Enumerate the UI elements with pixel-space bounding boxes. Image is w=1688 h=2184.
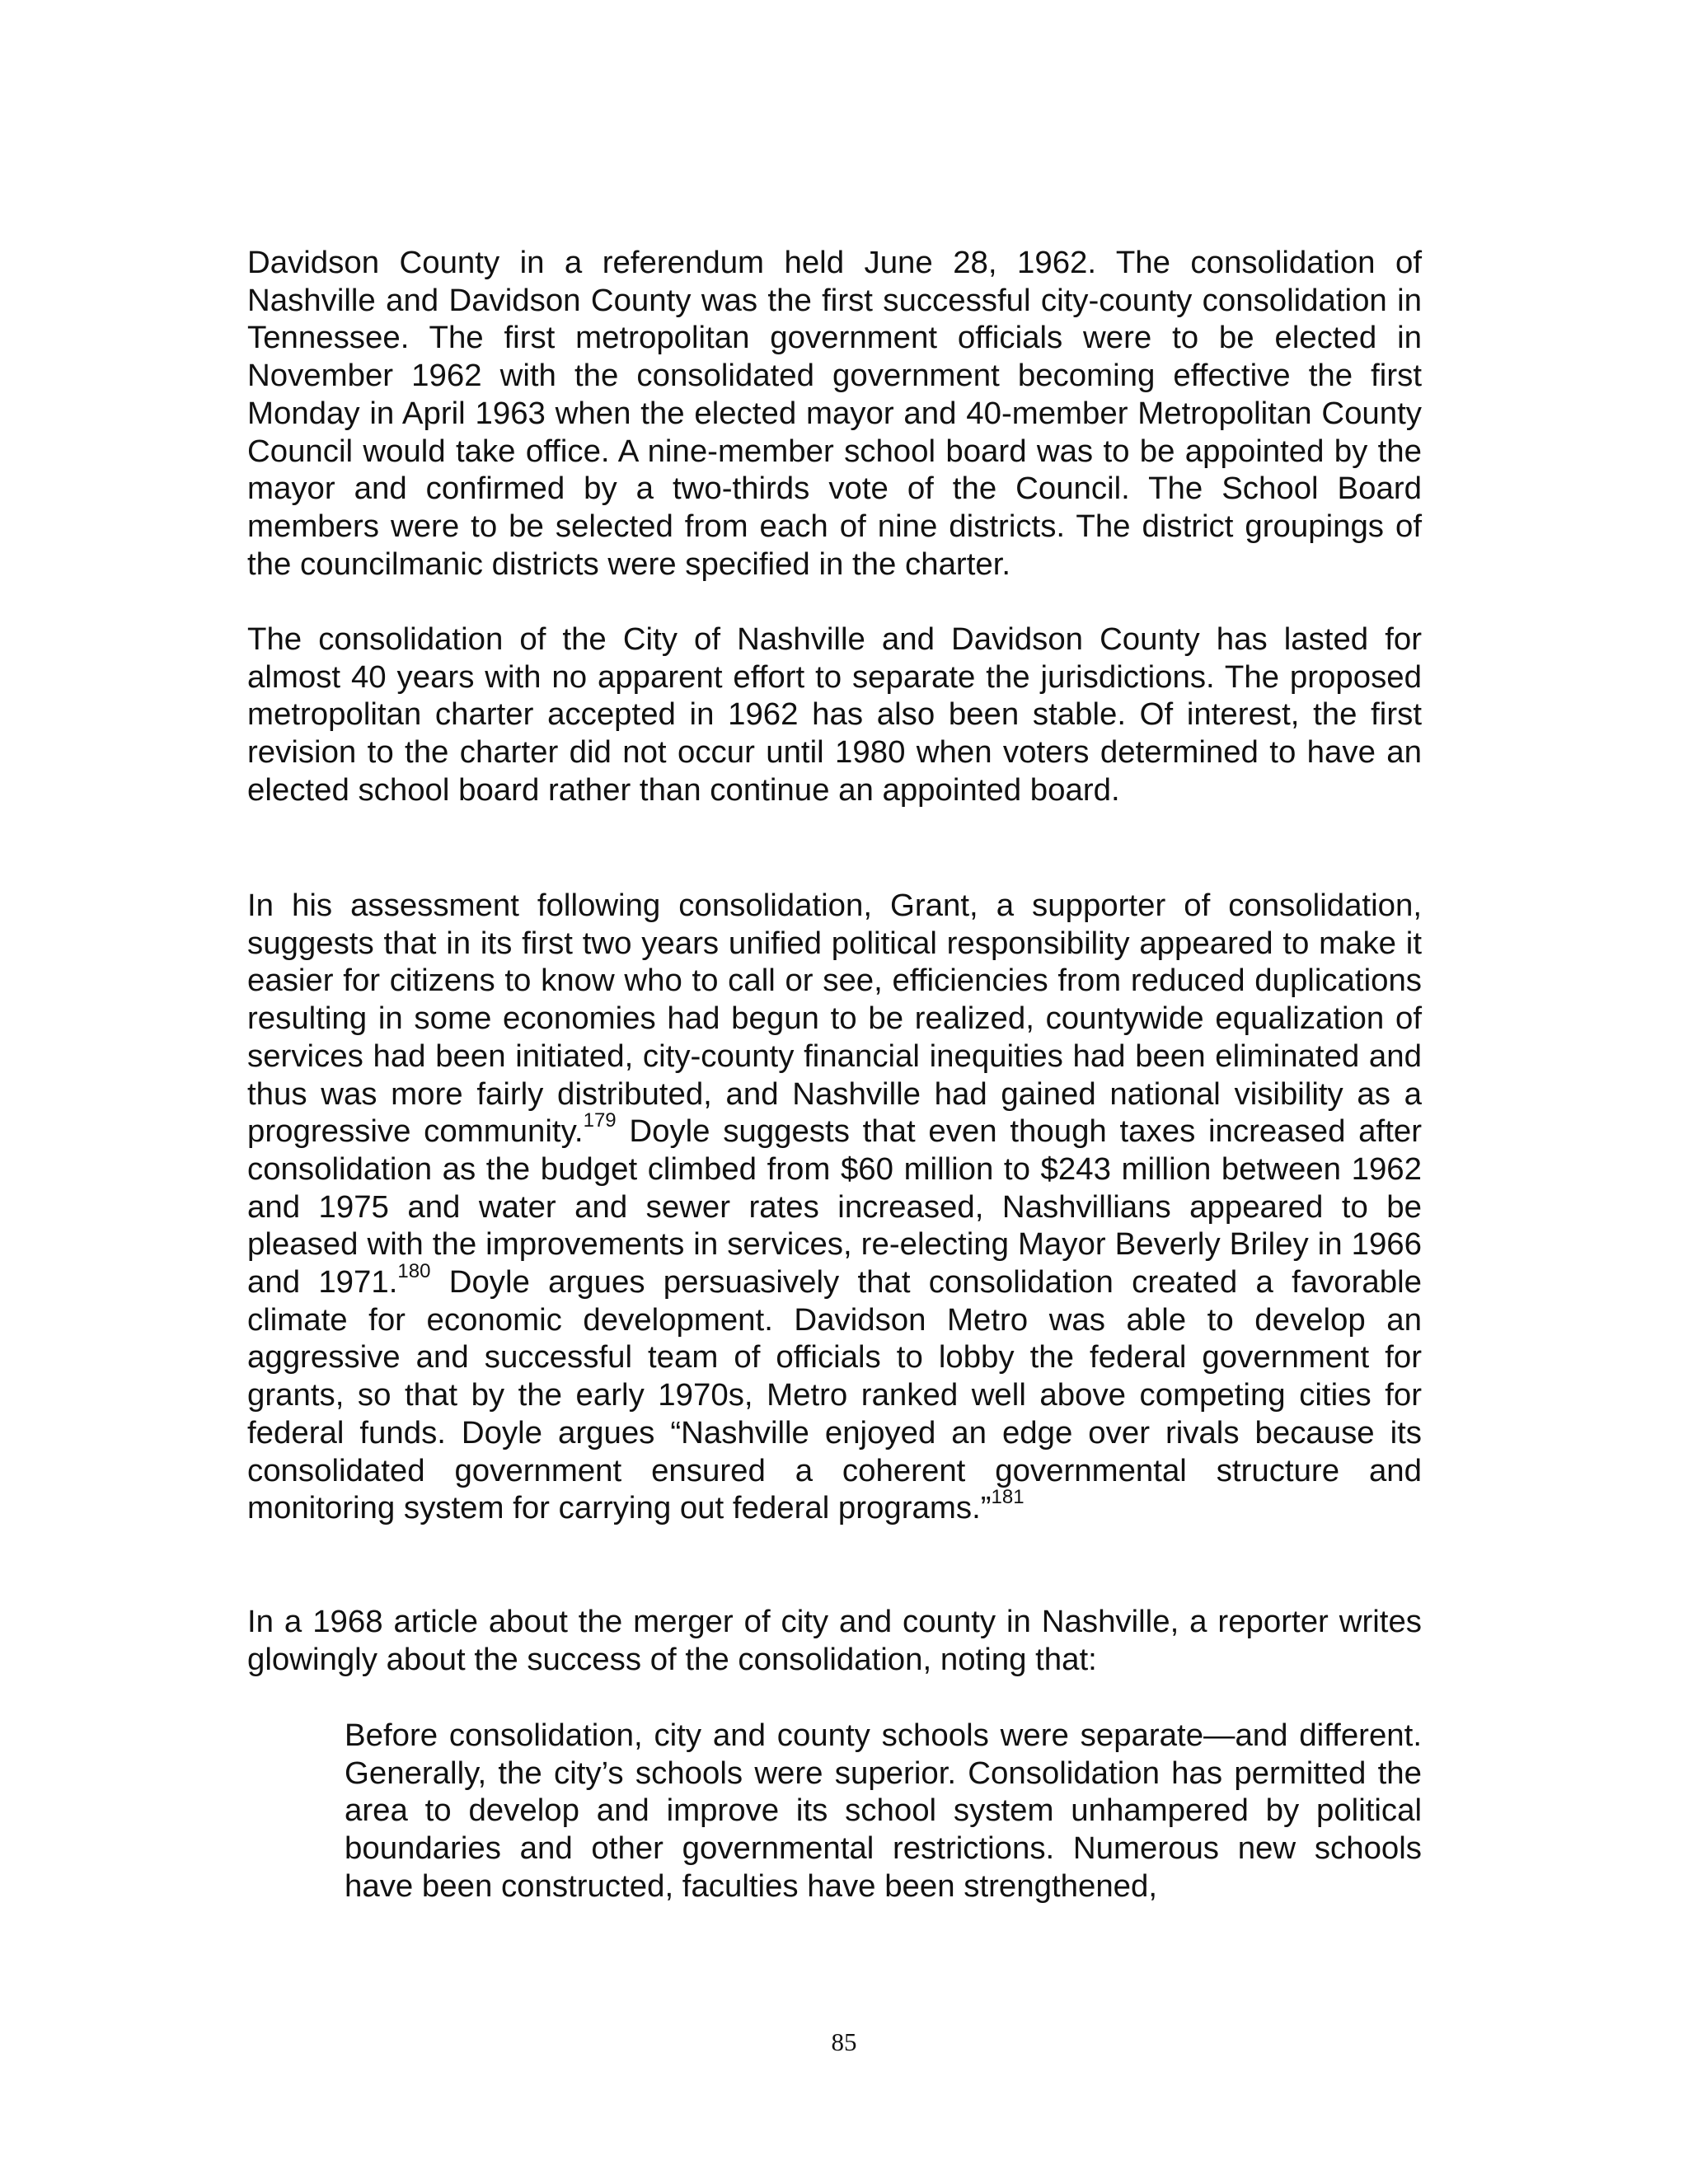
paragraph-1968-article [247, 1603, 1422, 1678]
paragraph-text-part1: In his assessment following consolidation, Grant, a supporter of consolidation, suggests that in its first two years unified political responsibility appeared to make it easier for citizens to know who to call or see, efficiencies from reduced duplications resulting in some economies had begun to be realized, countywide equalization of services had been initiated, city-county financial inequities had been eliminated and thus was more fairly distributed, and Nashville had gained national visibility as a progressive community. [247, 888, 1422, 1150]
paragraph-referendum [247, 244, 1422, 583]
block-quote [345, 1717, 1422, 1905]
paragraph-text-part2: Doyle suggests that even though taxes increased after consolidation as the budget climbed from $60 million to $243 million between 1962 and 1975 and water and sewer rates increased, Nashvillians appeared to be pleased with the improvements in services, re-electing Mayor Beverly Briley in 1966 and 1971. [247, 1113, 1422, 1301]
paragraph-text: Davidson County in a referendum held June 28, 1962. The consolidation of Nashville and Davidson County was the first successful city-county consolidation in Tennessee. The first metropolitan government officials were to be elected in November 1962 with the consolidated government becoming effective the first Monday in April 1963 when the elected mayor and 40-member Metropolitan County Council would take office. A nine-member school board was to be appointed by the mayor and confirmed by a two-thirds vote of the Council. The School Board members were to be selected from each of nine districts. The district groupings of the councilmanic districts were specified in the charter. [247, 245, 1422, 582]
paragraph-text-part3: Doyle argues persuasively that consolidation created a favorable climate for economic development. Davidson Metro was able to develop an aggressive and successful team of officials to lobby the federal government for grants, so that by the early 1970s, Metro ranked well above competing cities for federal funds. Doyle argues “Nashville enjoyed an edge over rivals because its consolidated government ensured a coherent governmental structure and monitoring system for carrying out federal programs.” [247, 1264, 1422, 1526]
paragraph-text: The consolidation of the City of Nashville and Davidson County has lasted for almost 40 years with no apparent effort to separate the jurisdictions. The proposed metropolitan charter accepted in 1962 has also been stable. Of interest, the first revision to the charter did not occur until 1980 when voters determined to have an elected school board rather than continue an appointed board. [247, 621, 1422, 808]
paragraph-assessment [247, 887, 1422, 1527]
quote-text: Before consolidation, city and county schools were separate—and different. Generally, the city’s schools were superior. Consolidation has permitted the area to develop and improve its school system unhampered by political boundaries and other governmental restrictions. Numerous new schools have been constructed, faculties have been strengthened, [345, 1718, 1422, 1904]
footnote-ref-181[interactable]: 181 [991, 1486, 1025, 1509]
paragraph-text: In a 1968 article about the merger of city and county in Nashville, a reporter writes glowingly about the success of the consolidation, noting that: [247, 1604, 1422, 1677]
footnote-ref-179[interactable]: 179 [583, 1109, 617, 1132]
footnote-ref-180[interactable]: 180 [397, 1260, 431, 1283]
paragraph-consolidation-duration [247, 621, 1422, 809]
page-number: 85 [831, 2027, 857, 2056]
